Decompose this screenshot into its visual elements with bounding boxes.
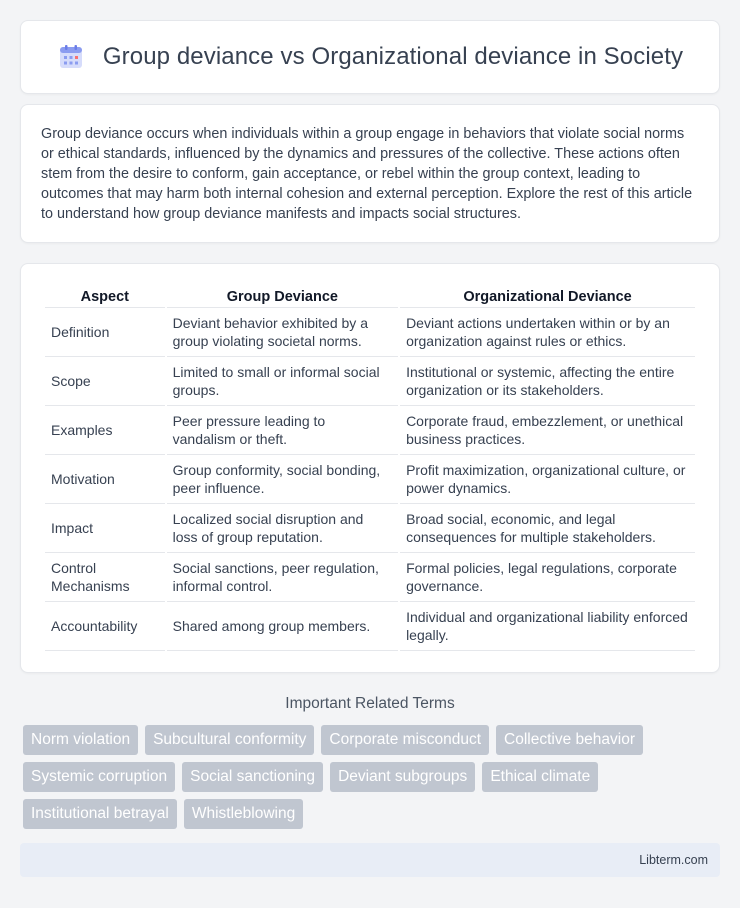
header-group-deviance: Group Deviance	[167, 284, 398, 308]
tag-deviant-subgroups[interactable]: Deviant subgroups	[330, 762, 475, 792]
table-row	[45, 308, 695, 357]
row-group-value: Limited to small or informal social groups.	[167, 357, 398, 406]
row-organizational-value: Deviant actions undertaken within or by an organization against rules or ethics.	[400, 308, 695, 357]
table-row	[45, 553, 695, 602]
row-aspect: Motivation	[45, 455, 165, 504]
calendar-grid-icon	[57, 43, 85, 71]
comparison-table	[43, 284, 697, 651]
row-aspect: Scope	[45, 357, 165, 406]
row-organizational-value: Broad social, economic, and legal consequences for multiple stakeholders.	[400, 504, 695, 553]
row-aspect: Accountability	[45, 602, 165, 651]
table-row	[45, 406, 695, 455]
row-aspect: Control Mechanisms	[45, 553, 165, 602]
header-organizational-deviance: Organizational Deviance	[400, 284, 695, 308]
row-organizational-value: Formal policies, legal regulations, corporate governance.	[400, 553, 695, 602]
row-organizational-value: Corporate fraud, embezzlement, or unethical business practices.	[400, 406, 695, 455]
page-title: Group deviance vs Organizational deviance in Society	[102, 43, 684, 70]
table-row	[45, 504, 695, 553]
table-row	[45, 357, 695, 406]
tag-ethical-climate[interactable]: Ethical climate	[482, 762, 598, 792]
tag-norm-violation[interactable]: Norm violation	[23, 725, 138, 755]
footer-brand-link[interactable]: Libterm.com	[639, 853, 708, 867]
header-card	[20, 20, 720, 94]
row-group-value: Shared among group members.	[167, 602, 398, 651]
related-terms-title: Important Related Terms	[285, 695, 455, 712]
row-group-value: Group conformity, social bonding, peer influence.	[167, 455, 398, 504]
intro-paragraph: Group deviance occurs when individuals within a group engage in behaviors that violate social norms or ethical standards, influenced by the dynamics and pressures of the collective. These actions often stem from the desire to conform, gain acceptance, or rebel within the group context, leading to outcomes that may harm both internal cohesion and external perception. Explore the rest of this article to understand how group deviance manifests and impacts social structures.	[41, 126, 693, 222]
tag-social-sanctioning[interactable]: Social sanctioning	[182, 762, 323, 792]
related-terms-tags	[20, 725, 720, 829]
tag-institutional-betrayal[interactable]: Institutional betrayal	[23, 799, 177, 829]
table-row	[45, 602, 695, 651]
row-group-value: Social sanctions, peer regulation, informal control.	[167, 553, 398, 602]
tag-systemic-corruption[interactable]: Systemic corruption	[23, 762, 175, 792]
row-aspect: Definition	[45, 308, 165, 357]
row-aspect: Examples	[45, 406, 165, 455]
row-group-value: Deviant behavior exhibited by a group violating societal norms.	[167, 308, 398, 357]
comparison-table-card	[20, 263, 720, 673]
row-organizational-value: Profit maximization, organizational culture, or power dynamics.	[400, 455, 695, 504]
row-group-value: Peer pressure leading to vandalism or theft.	[167, 406, 398, 455]
row-organizational-value: Institutional or systemic, affecting the entire organization or its stakeholders.	[400, 357, 695, 406]
tag-corporate-misconduct[interactable]: Corporate misconduct	[321, 725, 489, 755]
intro-card	[20, 104, 720, 243]
row-aspect: Impact	[45, 504, 165, 553]
tag-subcultural-conformity[interactable]: Subcultural conformity	[145, 725, 314, 755]
tag-collective-behavior[interactable]: Collective behavior	[496, 725, 643, 755]
header-aspect: Aspect	[45, 284, 165, 308]
row-organizational-value: Individual and organizational liability enforced legally.	[400, 602, 695, 651]
tag-whistleblowing[interactable]: Whistleblowing	[184, 799, 303, 829]
row-group-value: Localized social disruption and loss of group reputation.	[167, 504, 398, 553]
footer	[20, 843, 720, 877]
table-row	[45, 455, 695, 504]
table-header-row	[45, 284, 695, 308]
